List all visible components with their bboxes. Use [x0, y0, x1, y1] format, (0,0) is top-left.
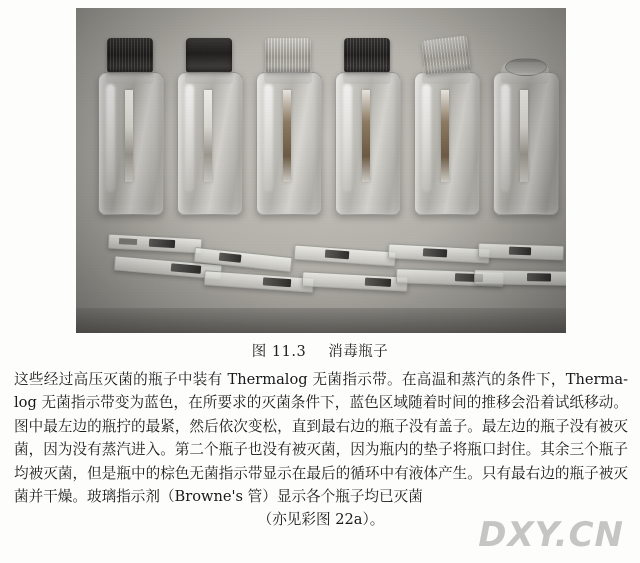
figure-image: [76, 8, 566, 333]
bottle-cap: [421, 35, 471, 74]
body-text-block: [14, 368, 628, 532]
glass-highlight: [422, 84, 431, 192]
strip-dark-zone: [527, 273, 551, 281]
strip-dark-zone: [365, 278, 391, 287]
indicator-strip-lying: [388, 243, 491, 263]
glass-highlight: [343, 84, 352, 192]
bottle-5: [414, 38, 478, 213]
strip-dark-zone: [509, 247, 531, 256]
strip-dark-zone: [263, 277, 291, 287]
strip-dark-zone: [171, 263, 202, 274]
bottle-cap: [186, 38, 232, 72]
body-closing-line: （亦见彩图 22a）。: [257, 511, 385, 529]
glass-highlight: [106, 84, 115, 192]
glass-highlight: [185, 84, 194, 192]
bottle-3: [256, 38, 320, 213]
figure-caption-title: 消毒瓶子: [328, 344, 389, 360]
bottle-1: [98, 38, 162, 213]
bottle-cap: [265, 38, 311, 72]
bottle-2: [177, 38, 241, 213]
watermark-text: DXY.CN: [478, 515, 624, 555]
figure-caption: [0, 340, 640, 361]
bottle-4: [335, 38, 399, 213]
body-paragraph: 这些经过高压灭菌的瓶子中装有 Thermalog 无菌指示带。在高温和蒸汽的条件下，Therma-log 无菌指示带变为蓝色，在所要求的灭菌条件下，蓝色区域随着时间的推移会沿着试纸移动。图中最左边的瓶拧的最紧，然后依次变松，直到最右边的瓶子没有盖子。最左边的瓶子没有被灭菌，因为没有蒸汽进入。第二个瓶子也没有被灭菌，因为瓶内的垫子将瓶口封住。其余三个瓶子均被灭菌，但是瓶中的棕色无菌指示带显示在最后的循环中有液体产生。只有最右边的瓶子被灭菌并干燥。玻璃指示剂（Browne's 管）显示各个瓶子均已灭菌: [14, 371, 628, 506]
thermalog-strip: [125, 90, 133, 182]
figure-caption-number: 图 11.3: [251, 344, 307, 360]
indicator-strip-lying: [294, 244, 397, 266]
table-surface-edge: [76, 308, 566, 333]
strip-dark-zone: [219, 253, 242, 263]
bottle-6: [493, 38, 557, 213]
strip-dark-zone: [325, 250, 349, 260]
strip-dark-zone: [423, 248, 447, 257]
indicator-strip-lying: [204, 270, 315, 293]
photograph: [76, 8, 566, 333]
thermalog-strip: [520, 90, 528, 182]
bottle-cap: [107, 38, 153, 72]
thermalog-strip: [441, 90, 449, 182]
indicator-strip-lying: [474, 269, 566, 286]
indicator-strip-lying: [478, 243, 564, 261]
strip-dark-zone: [149, 239, 175, 248]
open-bottle-neck: [505, 58, 547, 76]
indicator-strip-lying: [108, 234, 203, 254]
bottle-cap: [344, 38, 390, 72]
strip-mid-zone: [119, 238, 137, 245]
glass-highlight: [501, 84, 510, 192]
glass-highlight: [264, 84, 273, 192]
thermalog-strip: [362, 90, 370, 182]
thermalog-strip: [283, 90, 291, 182]
thermalog-strip: [204, 90, 212, 182]
indicator-strip-lying: [302, 271, 409, 292]
